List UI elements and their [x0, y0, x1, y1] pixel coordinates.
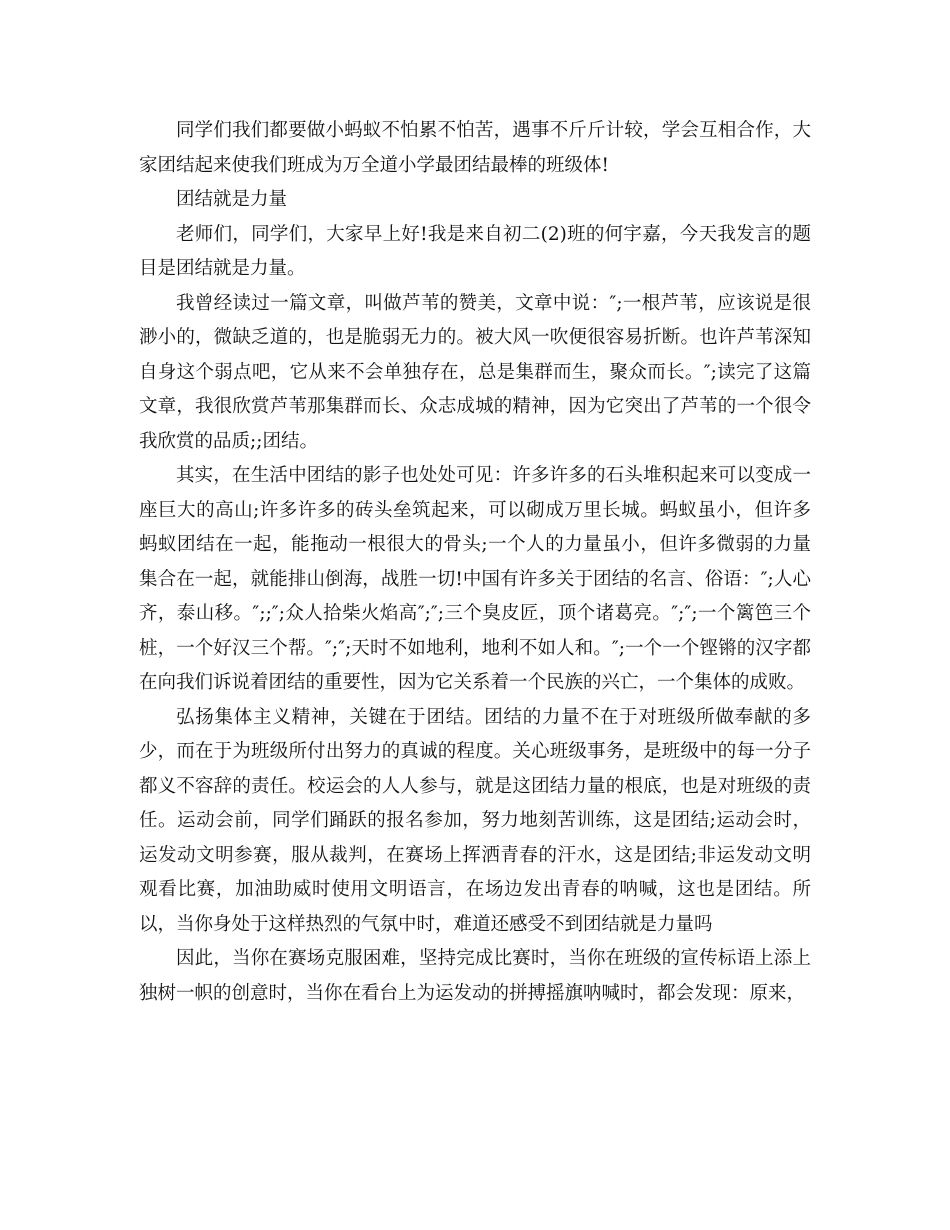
paragraph-examples: 其实，在生活中团结的影子也处处可见：许多许多的石头堆积起来可以变成一座巨大的高山;许多许多的砖头垒筑起来，可以砌成万里长城。蚂蚁虽小，但许多蚂蚁团结在一起，能拖动一根很大的骨头;一个人的力量虽小，但许多微弱的力量集合在一起，就能排山倒海，战胜一切!中国有许多关于团结的名言、俗语：″;人心齐，泰山移。″;;″;众人拾柴火焰高″;″;三个臭皮匠，顶个诸葛亮。″;″;一个篱笆三个桩，一个好汉三个帮。″;″;天时不如地利，地利不如人和。″;一个一个铿锵的汉字都在向我们诉说着团结的重要性，因为它关系着一个民族的兴亡，一个集体的成败。	[139, 465, 811, 693]
paragraph-greeting: 老师们，同学们，大家早上好!我是来自初二(2)班的何宇嘉，今天我发言的题目是团结就是力量。	[139, 223, 811, 279]
section-heading: 团结就是力量	[176, 189, 288, 210]
paragraph-collective-spirit: 弘扬集体主义精神，关键在于团结。团结的力量不在于对班级所做奉献的多少，而在于为班级所付出努力的真诚的程度。关心班级事务，是班级中的每一分子都义不容辞的责任。校运会的人人参与，就是这团结力量的根底，也是对班级的责任。运动会前，同学们踊跃的报名参加，努力地刻苦训练，这是团结;运动会时，运发动文明参赛，服从裁判，在赛场上挥洒青春的汗水，这是团结;非运发动文明观看比赛，加油助威时使用文明语言，在场边发出青春的呐喊，这也是团结。所以，当你身处于这样热烈的气氛中时，难道还感受不到团结就是力量吗	[139, 706, 811, 935]
paragraph-reed-story: 我曾经读过一篇文章，叫做芦苇的赞美，文章中说：″;一根芦苇，应该说是很渺小的，微缺乏道的，也是脆弱无力的。被大风一吹便很容易折断。也许芦苇深知自身这个弱点吧，它从来不会单独存在，总是集群而生，聚众而长。″;读完了这篇文章，我很欣赏芦苇那集群而长、众志成城的精神，因为它突出了芦苇的一个很令我欣赏的品质;;团结。	[139, 292, 811, 452]
paragraph-intro-closing: 同学们我们都要做小蚂蚁不怕累不怕苦，遇事不斤斤计较，学会互相合作，大家团结起来使我们班成为万全道小学最团结最棒的班级体!	[139, 120, 811, 176]
paragraph-conclusion: 因此，当你在赛场克服困难，坚持完成比赛时，当你在班级的宣传标语上添上独树一帜的创意时，当你在看台上为运发动的拼搏摇旗呐喊时，都会发现：原来，	[139, 948, 811, 1004]
document-body	[139, 114, 811, 1011]
